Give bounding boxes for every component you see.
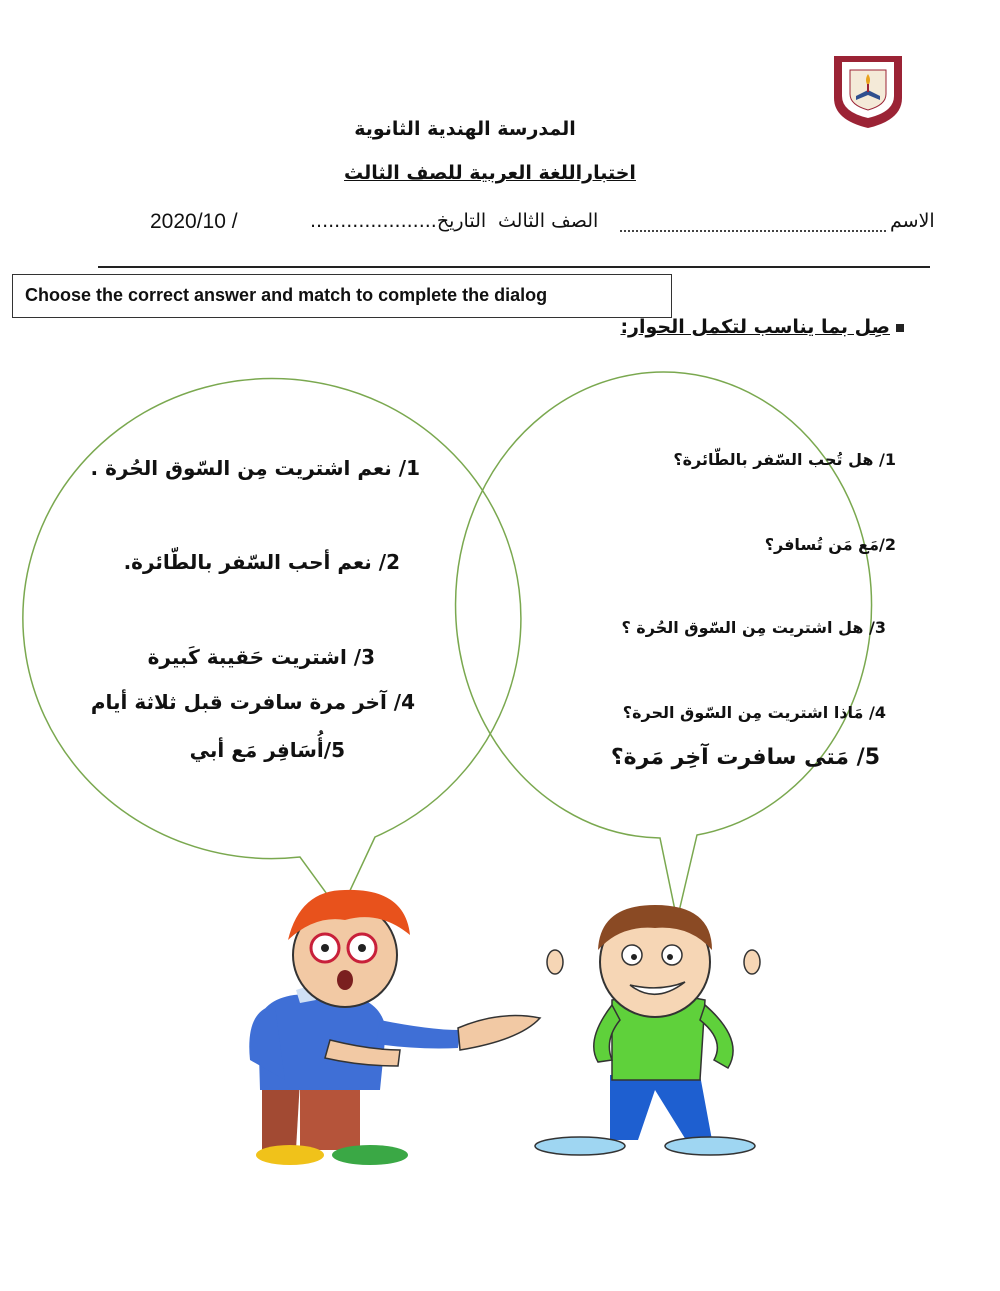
right-boy-illustration xyxy=(535,905,760,1155)
answer-item-2[interactable]: 2/ نعم أحب السّفر بالطّائرة. xyxy=(123,550,400,574)
question-item-3[interactable]: 3/ هل اشتريت مِن السّوق الحُرة ؟ xyxy=(621,618,886,637)
answer-item-4[interactable]: 4/ آخر مرة سافرت قبل ثلاثة أيام xyxy=(90,690,415,714)
answer-item-3[interactable]: 3/ اشتريت حَقيبة كَبيرة xyxy=(147,645,375,669)
question-item-1[interactable]: 1/ هل تُحب السّفر بالطّائرة؟ xyxy=(673,450,896,469)
date-value: 2020/10 / xyxy=(150,210,238,233)
name-label: الاسم xyxy=(890,210,935,232)
answer-item-5[interactable]: 5/أُسَافِر مَع أبي xyxy=(189,738,345,762)
answer-item-1[interactable]: 1/ نعم اشتريت مِن السّوق الحُرة . xyxy=(90,456,420,480)
date-label: التاريخ..................... xyxy=(310,210,487,232)
class-label: الصف الثالث xyxy=(498,210,599,232)
school-name: المدرسة الهندية الثانوية xyxy=(354,118,576,140)
left-boy-illustration xyxy=(249,890,540,1165)
question-item-5[interactable]: 5/ مَتى سافرت آخِر مَرة؟ xyxy=(610,745,880,770)
question-item-2[interactable]: 2/مَع مَن تُسافر؟ xyxy=(764,535,896,554)
question-item-4[interactable]: 4/ مَاذا اشتريت مِن السّوق الحرة؟ xyxy=(622,703,886,722)
arabic-instruction: صِل بما يناسب لتكمل الحوار: xyxy=(620,316,890,338)
english-instruction: Choose the correct answer and match to complete the dialog xyxy=(12,274,672,318)
exam-title: اختباراللغة العربية للصف الثالث xyxy=(344,162,636,184)
